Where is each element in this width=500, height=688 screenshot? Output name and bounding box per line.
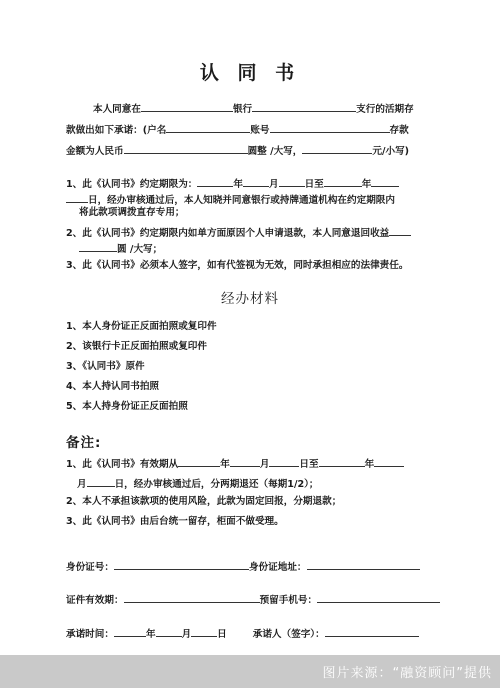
refund-amount-blank-1[interactable] [389, 225, 411, 236]
branch-name-blank[interactable] [252, 101, 356, 112]
valid-start-year-blank[interactable] [178, 456, 220, 467]
promise-year-blank[interactable] [114, 626, 146, 637]
clause-1-line-3: 将此款项调拨直存专用； [79, 207, 185, 218]
term-end-month-blank[interactable] [371, 176, 399, 187]
clause-2-line-2: 圆 /大写； [79, 241, 162, 256]
promise-time-row: 承诺时间： 年 月 日 承诺人（签字）： [66, 626, 419, 641]
clause-1-line-2: 日，经办审核通过后，本人知晓并同意银行或持牌通道机构在约定期限内 [66, 192, 395, 207]
material-item: 2、该银行卡正反面拍照或复印件 [66, 341, 207, 352]
intro-line-2: 款做出如下承诺：(户名 账号 存款 [66, 122, 409, 137]
bank-name-blank[interactable] [141, 101, 233, 112]
signature-blank[interactable] [325, 626, 419, 637]
material-item: 5、本人持身份证正反面拍照 [66, 401, 188, 412]
materials-title: 经办材料 [221, 291, 279, 307]
note-1-line-2: 月 日，经办审核通过后，分两期退还（每期1/2）； [77, 476, 319, 491]
promise-month-blank[interactable] [156, 626, 182, 637]
valid-start-month-blank[interactable] [230, 456, 260, 467]
term-end-year-blank[interactable] [324, 176, 362, 187]
phone-blank[interactable] [317, 592, 440, 603]
valid-end-month-blank[interactable] [374, 456, 404, 467]
term-start-year-blank[interactable] [197, 176, 233, 187]
id-fields-row: 身份证号： 身份证地址： [66, 559, 420, 574]
valid-end-day-blank[interactable] [87, 476, 115, 487]
material-item: 3、《认同书》原件 [66, 361, 145, 372]
clause-3: 3、此《认同书》必须本人签字，如有代签视为无效，同时承担相应的法律责任。 [66, 260, 409, 271]
promise-day-blank[interactable] [191, 626, 217, 637]
amount-uppercase-blank[interactable] [124, 143, 248, 154]
refund-amount-blank-2[interactable] [79, 241, 117, 252]
image-credit: 图片来源：“融资顾问”提供 [322, 666, 492, 681]
note-1-line-1: 1、此《认同书》有效期从 年 月 日至 年 [66, 456, 404, 471]
intro-line-1: 本人同意在 银行 支行的活期存 [93, 101, 414, 116]
note-2: 2、本人不承担该款项的使用风险，此款为固定回报，分期退款； [66, 496, 342, 507]
term-start-month-blank[interactable] [243, 176, 269, 187]
id-address-blank[interactable] [307, 559, 420, 570]
image-credit-bar [0, 655, 500, 688]
id-validity-blank[interactable] [124, 592, 260, 603]
term-end-day-blank[interactable] [66, 192, 88, 203]
account-holder-blank[interactable] [166, 122, 250, 133]
term-start-day-blank[interactable] [279, 176, 305, 187]
note-3: 3、此《认同书》由后台统一留存，柜面不做受理。 [66, 516, 284, 527]
intro-line-3: 金额为人民币 圆整 /大写， 元/小写) [66, 143, 409, 158]
valid-end-year-blank[interactable] [319, 456, 365, 467]
clause-2-line-1: 2、此《认同书》约定期限内如单方面原因个人申请退款，本人同意退回收益 [66, 225, 411, 240]
id-number-blank[interactable] [114, 559, 249, 570]
notes-title: 备注: [66, 435, 102, 451]
document-title: 认 同 书 [199, 62, 301, 84]
material-item: 1、本人身份证正反面拍照或复印件 [66, 321, 217, 332]
amount-numeric-blank[interactable] [302, 143, 372, 154]
valid-start-day-blank[interactable] [269, 456, 299, 467]
validity-phone-row: 证件有效期： 预留手机号： [66, 592, 440, 607]
account-number-blank[interactable] [270, 122, 390, 133]
clause-1-line-1: 1、此《认同书》约定期限为： 年 月 日至 年 [66, 176, 399, 191]
material-item: 4、本人持认同书拍照 [66, 381, 160, 392]
